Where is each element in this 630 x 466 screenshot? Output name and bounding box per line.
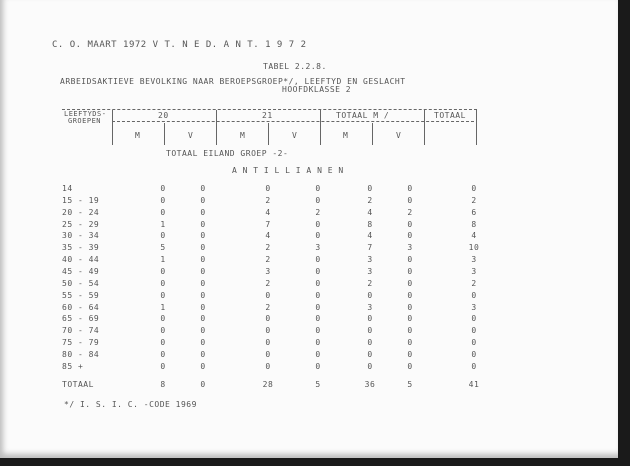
- cell-value: 0: [367, 326, 373, 336]
- cell-value: 0: [160, 349, 166, 359]
- cell-value: 0: [200, 243, 206, 253]
- age-group-label: 55 - 59: [62, 290, 100, 300]
- age-groups-header: LEEFTYDS-: [64, 110, 107, 118]
- cell-value: 3: [367, 266, 373, 276]
- cell-value: 8: [471, 219, 477, 229]
- cell-value: 0: [200, 207, 206, 217]
- cell-value: 2: [265, 278, 271, 288]
- col-divider: [112, 110, 113, 145]
- col-divider: [476, 110, 477, 145]
- cell-value: 0: [407, 195, 413, 205]
- cell-value: 0: [407, 219, 413, 229]
- cell-value: 0: [407, 361, 413, 371]
- section-title: TOTAAL EILAND GROEP -2-: [166, 149, 289, 158]
- cell-value: 0: [367, 361, 373, 371]
- cell-value: 0: [367, 290, 373, 300]
- cell-value: 0: [200, 195, 206, 205]
- region-title: A N T I L L I A N E N: [232, 166, 344, 175]
- cell-value: 0: [407, 338, 413, 348]
- cell-value: 2: [265, 195, 271, 205]
- cell-value: 2: [407, 207, 413, 217]
- m-header: M: [240, 131, 246, 140]
- cell-value: 0: [200, 231, 206, 241]
- group-21-header: 21: [262, 111, 273, 120]
- cell-value: 3: [265, 266, 271, 276]
- cell-value: 0: [315, 184, 321, 193]
- age-group-label: TOTAAL: [62, 380, 94, 389]
- table-row: [0, 338, 618, 350]
- cell-value: 0: [315, 290, 321, 300]
- cell-value: 0: [407, 266, 413, 276]
- cell-value: 0: [315, 349, 321, 359]
- cell-value: 3: [471, 255, 477, 265]
- cell-value: 0: [315, 195, 321, 205]
- cell-value: 2: [471, 278, 477, 288]
- cell-value: 7: [265, 219, 271, 229]
- cell-value: 0: [200, 314, 206, 324]
- table-row: [0, 255, 618, 267]
- cell-value: 0: [200, 380, 206, 389]
- cell-value: 5: [315, 380, 321, 389]
- cell-value: 0: [407, 255, 413, 265]
- table-row: [0, 326, 618, 338]
- age-group-label: 25 - 29: [62, 219, 100, 229]
- age-group-label: 45 - 49: [62, 266, 100, 276]
- footnote: */ I. S. I. C. -CODE 1969: [64, 400, 197, 409]
- cell-value: 3: [367, 255, 373, 265]
- cell-value: 0: [407, 302, 413, 312]
- age-group-label: 20 - 24: [62, 207, 100, 217]
- cell-value: 0: [471, 349, 477, 359]
- col-divider: [216, 110, 217, 145]
- age-group-label: 65 - 69: [62, 314, 100, 324]
- cell-value: 0: [200, 278, 206, 288]
- cell-value: 4: [265, 231, 271, 241]
- cell-value: 2: [471, 195, 477, 205]
- cell-value: 0: [471, 290, 477, 300]
- cell-value: 2: [265, 302, 271, 312]
- cell-value: 4: [265, 207, 271, 217]
- age-group-label: 60 - 64: [62, 302, 100, 312]
- cell-value: 3: [367, 302, 373, 312]
- cell-value: 0: [200, 290, 206, 300]
- cell-value: 0: [200, 338, 206, 348]
- cell-value: 0: [315, 255, 321, 265]
- age-group-label: 14: [62, 184, 73, 193]
- table-row: [0, 303, 618, 315]
- cell-value: 10: [468, 243, 480, 253]
- cell-value: 0: [160, 314, 166, 324]
- col-divider: [372, 123, 373, 145]
- cell-value: 1: [160, 302, 166, 312]
- cell-value: 0: [200, 255, 206, 265]
- v-header: V: [188, 131, 194, 140]
- cell-value: 0: [367, 314, 373, 324]
- age-groups-header-2: GROEPEN: [68, 117, 102, 125]
- table-row: [0, 243, 618, 255]
- cell-value: 0: [407, 278, 413, 288]
- cell-value: 0: [471, 361, 477, 371]
- cell-value: 0: [200, 361, 206, 371]
- cell-value: 2: [315, 207, 321, 217]
- table-row: [0, 314, 618, 326]
- col-divider: [424, 110, 425, 145]
- col-divider: [320, 110, 321, 145]
- cell-value: 0: [265, 349, 271, 359]
- header-rule-mid: [112, 121, 474, 122]
- cell-value: 0: [160, 338, 166, 348]
- table-row: [0, 196, 618, 208]
- total-row: [0, 380, 618, 392]
- age-group-label: 35 - 39: [62, 243, 100, 253]
- cell-value: 3: [315, 243, 321, 253]
- table-row: [0, 350, 618, 362]
- age-group-label: 75 - 79: [62, 338, 100, 348]
- cell-value: 36: [364, 380, 376, 389]
- table-row: [0, 231, 618, 243]
- total-mv-header: TOTAAL M /: [336, 111, 390, 120]
- cell-value: 3: [471, 302, 477, 312]
- cell-value: 4: [367, 207, 373, 217]
- cell-value: 0: [160, 207, 166, 217]
- cell-value: 0: [315, 361, 321, 371]
- table-row: [0, 184, 618, 196]
- cell-value: 41: [468, 380, 480, 389]
- cell-value: 3: [407, 243, 413, 253]
- cell-value: 0: [200, 184, 206, 193]
- cell-value: 0: [160, 266, 166, 276]
- table-row: [0, 279, 618, 291]
- group-20-header: 20: [158, 111, 169, 120]
- cell-value: 0: [200, 266, 206, 276]
- age-group-label: 70 - 74: [62, 326, 100, 336]
- v-header: V: [292, 131, 298, 140]
- cell-value: 0: [315, 219, 321, 229]
- cell-value: 0: [315, 266, 321, 276]
- cell-value: 1: [160, 219, 166, 229]
- cell-value: 2: [265, 255, 271, 265]
- cell-value: 0: [160, 195, 166, 205]
- table-row: [0, 291, 618, 303]
- table-row: [0, 267, 618, 279]
- cell-value: 0: [407, 184, 413, 193]
- cell-value: 0: [160, 361, 166, 371]
- table-title: ARBEIDSAKTIEVE BEVOLKING NAAR BEROEPSGROEP*/, LEEFTYD EN GESLACHT: [60, 77, 406, 86]
- cell-value: 0: [265, 361, 271, 371]
- cell-value: 0: [315, 231, 321, 241]
- cell-value: 5: [160, 243, 166, 253]
- table-row: [0, 208, 618, 220]
- cell-value: 8: [160, 380, 166, 389]
- age-group-label: 15 - 19: [62, 195, 100, 205]
- cell-value: 0: [160, 184, 166, 193]
- v-header: V: [396, 131, 402, 140]
- cell-value: 0: [471, 314, 477, 324]
- cell-value: 8: [367, 219, 373, 229]
- cell-value: 0: [200, 302, 206, 312]
- header-line: C. O. MAART 1972 V T. N E D. A N T. 1 9 7 2: [52, 40, 307, 50]
- table-row: [0, 220, 618, 232]
- cell-value: 0: [407, 326, 413, 336]
- cell-value: 0: [367, 349, 373, 359]
- cell-value: 5: [407, 380, 413, 389]
- table-subtitle: HOOFDKLASSE 2: [282, 85, 352, 94]
- cell-value: 2: [367, 195, 373, 205]
- cell-value: 6: [471, 207, 477, 217]
- cell-value: 0: [407, 349, 413, 359]
- cell-value: 0: [315, 338, 321, 348]
- cell-value: 0: [471, 184, 477, 193]
- cell-value: 0: [407, 231, 413, 241]
- cell-value: 4: [471, 231, 477, 241]
- cell-value: 0: [407, 314, 413, 324]
- cell-value: 0: [407, 290, 413, 300]
- cell-value: 0: [265, 314, 271, 324]
- table-row: [0, 362, 618, 374]
- age-group-label: 80 - 84: [62, 349, 100, 359]
- cell-value: 1: [160, 255, 166, 265]
- m-header: M: [343, 131, 349, 140]
- cell-value: 0: [315, 314, 321, 324]
- cell-value: 0: [160, 231, 166, 241]
- m-header: M: [135, 131, 141, 140]
- cell-value: 0: [160, 326, 166, 336]
- cell-value: 0: [265, 326, 271, 336]
- cell-value: 7: [367, 243, 373, 253]
- age-group-label: 30 - 34: [62, 231, 100, 241]
- cell-value: 0: [265, 184, 271, 193]
- age-group-label: 40 - 44: [62, 255, 100, 265]
- cell-value: 0: [367, 338, 373, 348]
- cell-value: 0: [315, 302, 321, 312]
- cell-value: 0: [315, 326, 321, 336]
- cell-value: 28: [262, 380, 274, 389]
- cell-value: 0: [200, 349, 206, 359]
- cell-value: 2: [265, 243, 271, 253]
- cell-value: 2: [367, 278, 373, 288]
- cell-value: 0: [265, 338, 271, 348]
- age-group-label: 50 - 54: [62, 278, 100, 288]
- age-group-label: 85 +: [62, 361, 84, 371]
- cell-value: 0: [200, 326, 206, 336]
- cell-value: 0: [160, 290, 166, 300]
- cell-value: 0: [315, 278, 321, 288]
- cell-value: 0: [471, 326, 477, 336]
- cell-value: 4: [367, 231, 373, 241]
- cell-value: 0: [367, 184, 373, 193]
- cell-value: 0: [200, 219, 206, 229]
- header-rule-top: [62, 109, 477, 110]
- table-number: TABEL 2.2.8.: [263, 62, 327, 71]
- col-divider: [268, 123, 269, 145]
- cell-value: 0: [265, 290, 271, 300]
- total-header: TOTAAL: [434, 111, 466, 120]
- cell-value: 0: [160, 278, 166, 288]
- cell-value: 0: [471, 338, 477, 348]
- cell-value: 3: [471, 266, 477, 276]
- col-divider: [164, 123, 165, 145]
